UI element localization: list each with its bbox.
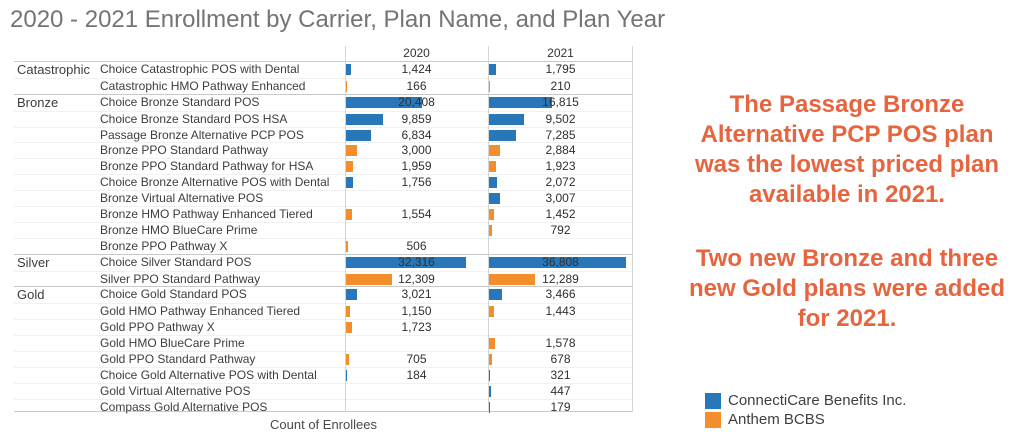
tier-label: Silver <box>17 254 50 270</box>
panel-2021 <box>488 143 633 158</box>
plan-name: Catastrophic HMO Pathway Enhanced <box>100 78 306 93</box>
enrollment-value-2021: 2,072 <box>545 175 576 190</box>
plan-name: Choice Gold Standard POS <box>100 287 247 302</box>
tier-label <box>14 207 100 222</box>
plan-name: Choice Silver Standard POS <box>100 254 252 269</box>
panel-2020 <box>345 207 488 222</box>
plan-name: Bronze PPO Standard Pathway for HSA <box>100 159 314 174</box>
enrollment-value-2020: 1,150 <box>401 304 432 319</box>
plan-name: Bronze PPO Standard Pathway <box>100 143 269 158</box>
panel-2021 <box>488 384 633 399</box>
enrollment-value-2020: 12,309 <box>398 271 435 286</box>
enrollment-value-2021: 1,923 <box>545 159 576 174</box>
enrollment-value-2020: 9,859 <box>401 111 432 126</box>
axis-line-2020 <box>345 46 346 412</box>
panel-2021 <box>488 223 633 238</box>
enrollment-value-2021: 2,884 <box>545 143 576 158</box>
panel-2020 <box>345 368 488 383</box>
table-row <box>14 111 633 127</box>
enrollment-value-2021: 1,795 <box>545 62 576 76</box>
plan-name: Choice Bronze Standard POS <box>100 94 260 109</box>
panel-2020 <box>345 336 488 351</box>
tier-label <box>14 384 100 399</box>
panel-2020 <box>345 62 488 78</box>
table-row <box>14 383 633 399</box>
tier-label <box>14 159 100 174</box>
tier-label <box>14 304 100 319</box>
tier-label <box>14 336 100 351</box>
panel-2020 <box>345 95 488 111</box>
plan-name: Choice Bronze Standard POS HSA <box>100 111 288 126</box>
plan-name: Choice Catastrophic POS with Dental <box>100 62 300 76</box>
panel-2021 <box>488 304 633 319</box>
panel-2021 <box>488 352 633 367</box>
legend-label: Anthem BCBS <box>728 411 825 428</box>
panel-2021 <box>488 175 633 190</box>
table-row <box>14 319 633 335</box>
table-row <box>14 335 633 351</box>
table-row <box>14 255 633 271</box>
panel-2020 <box>345 384 488 399</box>
table-row <box>14 271 633 287</box>
tier-label: Gold <box>17 287 45 303</box>
tier-label <box>14 352 100 367</box>
tier-label <box>14 368 100 383</box>
table-row <box>14 190 633 206</box>
panel-2020 <box>345 143 488 158</box>
table-rows <box>14 61 633 415</box>
panel-2020 <box>345 255 488 271</box>
plan-name: Choice Bronze Alternative POS with Dental <box>100 175 330 190</box>
panel-2020 <box>345 159 488 174</box>
annotation-note-2: Two new Bronze and three new Gold plans were added for 2021. <box>688 245 1006 332</box>
panel-2021 <box>488 272 633 287</box>
plan-name: Bronze Virtual Alternative POS <box>100 191 264 206</box>
panel-2021 <box>488 128 633 143</box>
x-axis-label: Count of Enrollees <box>270 417 377 432</box>
panel-2020 <box>345 239 488 254</box>
panel-2020 <box>345 352 488 367</box>
table-row <box>14 127 633 143</box>
plan-name: Compass Gold Alternative POS <box>100 399 268 414</box>
panel-2020 <box>345 272 488 287</box>
enrollment-value-2021: 321 <box>550 367 571 382</box>
table-row <box>14 303 633 319</box>
tier-label <box>14 128 100 143</box>
enrollment-value-2021: 9,502 <box>545 111 576 126</box>
carrier-legend <box>705 391 906 429</box>
panel-2020 <box>345 223 488 238</box>
tier-label <box>14 400 100 415</box>
panel-2021 <box>488 255 633 271</box>
legend-swatch-icon <box>705 393 721 409</box>
plan-name: Bronze HMO BlueCare Prime <box>100 222 258 237</box>
panel-2021 <box>488 191 633 206</box>
enrollment-value-2020: 20,408 <box>398 94 435 109</box>
tier-label <box>14 191 100 206</box>
plan-name: Bronze HMO Pathway Enhanced Tiered <box>100 207 313 222</box>
tier-group-catastrophic <box>14 61 633 94</box>
enrollment-value-2020: 184 <box>406 367 427 382</box>
enrollment-value-2021: 210 <box>550 78 571 93</box>
panel-2021 <box>488 287 633 303</box>
panel-2021 <box>488 368 633 383</box>
table-row <box>14 238 633 254</box>
enrollment-value-2021: 12,289 <box>542 271 579 286</box>
panel-2020 <box>345 400 488 415</box>
table-row <box>14 367 633 383</box>
enrollment-value-2020: 3,021 <box>401 287 432 302</box>
panel-2020 <box>345 287 488 303</box>
enrollment-value-2021: 678 <box>550 352 571 367</box>
plan-name: Choice Gold Alternative POS with Dental <box>100 367 317 382</box>
panel-2020 <box>345 304 488 319</box>
panel-2020 <box>345 175 488 190</box>
axis-line-2021 <box>488 46 489 412</box>
plan-name: Gold Virtual Alternative POS <box>100 383 251 398</box>
enrollment-value-2020: 166 <box>406 78 427 93</box>
tier-label <box>14 223 100 238</box>
tier-label <box>14 239 100 254</box>
enrollment-value-2020: 1,723 <box>401 320 432 335</box>
enrollment-value-2021: 7,285 <box>545 127 576 142</box>
enrollment-value-2021: 36,808 <box>542 254 579 269</box>
enrollment-value-2020: 6,834 <box>401 127 432 142</box>
tier-label: Bronze <box>17 94 59 110</box>
plan-name: Passage Bronze Alternative PCP POS <box>100 127 304 142</box>
enrollment-value-2020: 3,000 <box>401 143 432 158</box>
plan-name: Gold HMO BlueCare Prime <box>100 336 245 351</box>
panel-2020 <box>345 112 488 127</box>
tier-group-gold <box>14 286 633 414</box>
enrollment-value-2020: 705 <box>406 352 427 367</box>
enrollment-value-2021: 16,815 <box>542 94 579 109</box>
tier-label: Catastrophic <box>17 62 90 77</box>
plan-name: Silver PPO Standard Pathway <box>100 271 261 286</box>
enrollment-value-2020: 32,316 <box>398 254 435 269</box>
enrollment-value-2020: 1,959 <box>401 159 432 174</box>
enrollment-table-chart <box>14 46 633 412</box>
panel-2020 <box>345 79 488 94</box>
plan-name: Gold HMO Pathway Enhanced Tiered <box>100 304 301 319</box>
enrollment-value-2021: 3,466 <box>545 287 576 302</box>
table-row <box>14 158 633 174</box>
table-row <box>14 351 633 367</box>
annotation-note-1: The Passage Bronze Alternative PCP POS plan was the lowest priced plan available in 2021. <box>694 91 1000 208</box>
panel-2021 <box>488 112 633 127</box>
table-row <box>14 174 633 190</box>
legend-item[interactable] <box>705 391 906 410</box>
enrollment-value-2021: 3,007 <box>545 191 576 206</box>
panel-2021 <box>488 207 633 222</box>
chart-title: 2020 - 2021 Enrollment by Carrier, Plan Name, and Plan Year <box>10 6 666 33</box>
panel-2021 <box>488 239 633 254</box>
plan-name: Bronze PPO Pathway X <box>100 238 228 253</box>
enrollment-value-2021: 1,452 <box>545 207 576 222</box>
enrollment-value-2021: 447 <box>550 383 571 398</box>
tier-label <box>14 143 100 158</box>
table-row <box>14 399 633 415</box>
legend-item[interactable] <box>705 410 906 429</box>
enrollment-value-2020: 1,424 <box>401 62 432 76</box>
panel-2021 <box>488 62 633 78</box>
table-row <box>14 78 633 94</box>
tier-group-silver <box>14 254 633 287</box>
plan-name: Gold PPO Standard Pathway <box>100 352 256 367</box>
panel-2021 <box>488 79 633 94</box>
table-row <box>14 287 633 303</box>
panel-2020 <box>345 128 488 143</box>
tier-label <box>14 175 100 190</box>
panel-2021 <box>488 320 633 335</box>
legend-label: ConnectiCare Benefits Inc. <box>728 392 907 409</box>
tier-group-bronze <box>14 94 633 254</box>
annotation-block <box>680 90 1014 334</box>
enrollment-value-2021: 1,578 <box>545 336 576 351</box>
panel-2021 <box>488 336 633 351</box>
enrollment-value-2021: 1,443 <box>545 304 576 319</box>
table-row <box>14 222 633 238</box>
panel-2020 <box>345 320 488 335</box>
tier-label <box>14 320 100 335</box>
table-row <box>14 95 633 111</box>
table-row <box>14 62 633 78</box>
column-header-2021: 2021 <box>547 46 574 60</box>
panel-2021 <box>488 400 633 415</box>
plan-name: Gold PPO Pathway X <box>100 320 215 335</box>
enrollment-value-2021: 792 <box>550 222 571 237</box>
column-header-2020: 2020 <box>403 46 430 60</box>
panel-2021 <box>488 95 633 111</box>
table-row <box>14 142 633 158</box>
table-row <box>14 206 633 222</box>
enrollment-value-2020: 1,756 <box>401 175 432 190</box>
legend-swatch-icon <box>705 412 721 428</box>
enrollment-value-2021: 179 <box>550 399 571 414</box>
tier-label <box>14 112 100 127</box>
column-headers <box>14 46 633 61</box>
tier-label <box>14 272 100 287</box>
panel-2020 <box>345 191 488 206</box>
panel-2021 <box>488 159 633 174</box>
enrollment-value-2020: 506 <box>406 238 427 253</box>
enrollment-value-2020: 1,554 <box>401 207 432 222</box>
chart-right-border <box>632 46 633 412</box>
tier-label <box>14 79 100 94</box>
